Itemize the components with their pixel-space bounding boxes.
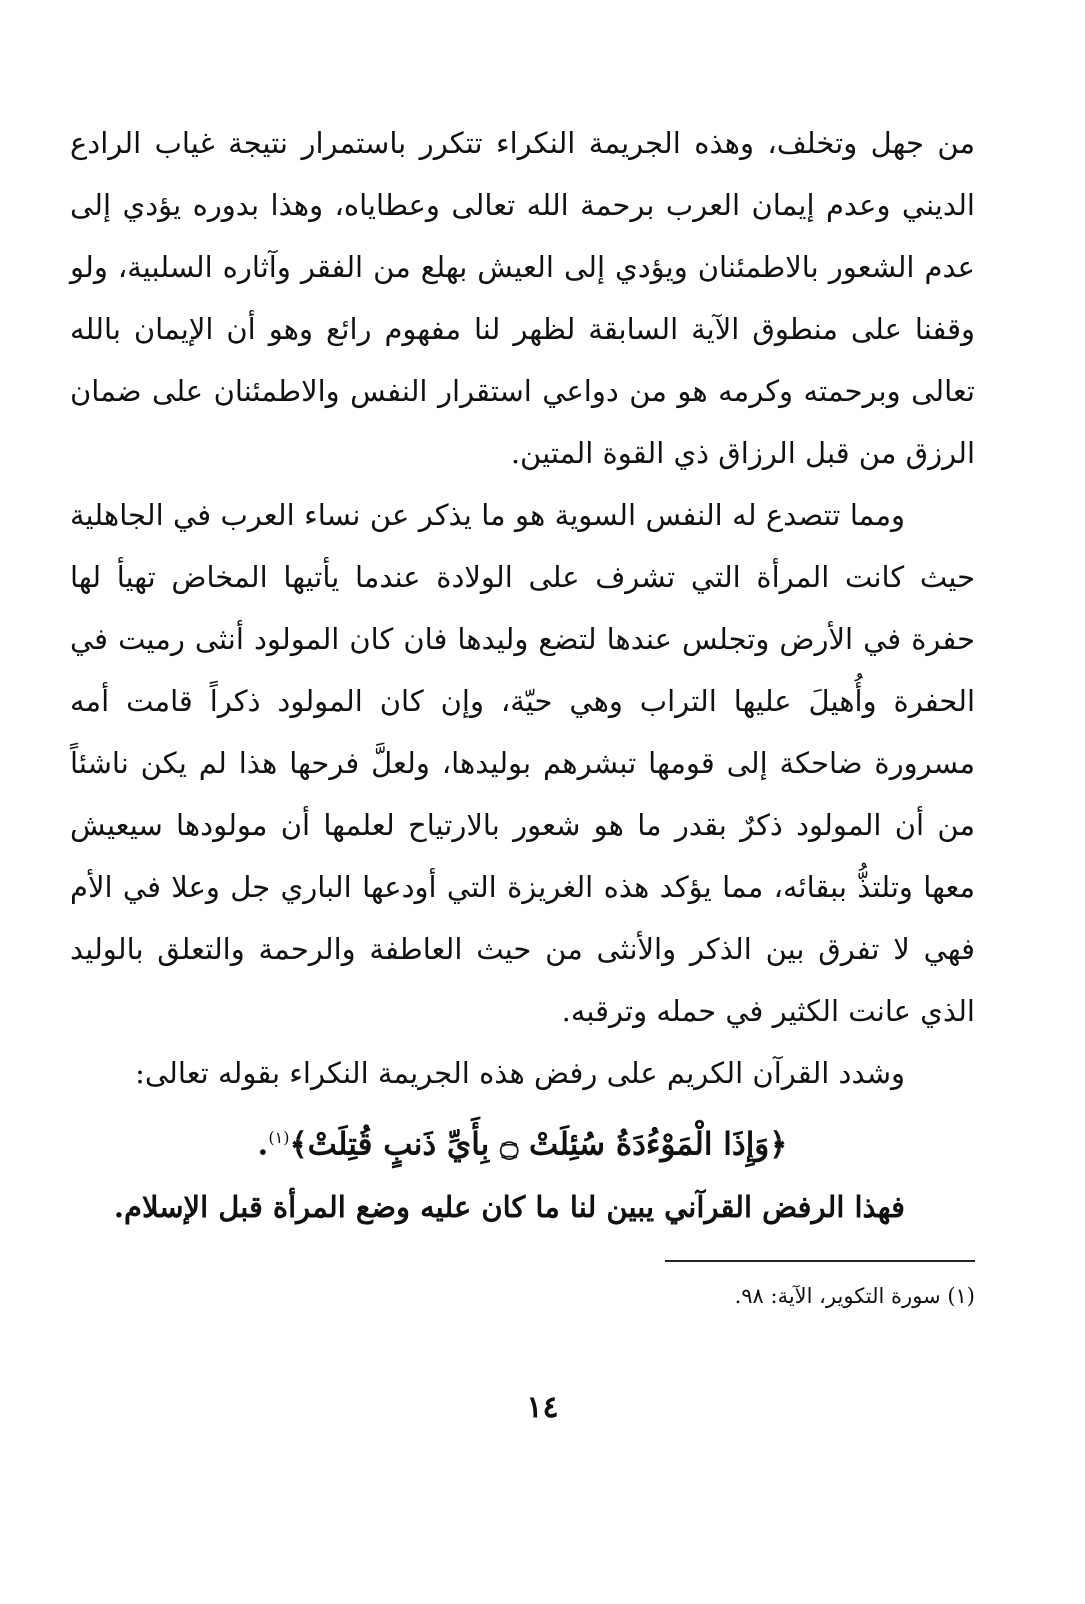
paragraph-2: ومما تتصدع له النفس السوية هو ما يذكر عن نساء العرب في الجاهلية حيث كانت المرأة التي تشرف على الولادة عندما يأتيها المخاض تهيأ لها حفرة في الأرض وتجلس عندها لتضع وليدها فان كان المولود أنثى رميت في الحفرة وأُهيلَ عليها التراب وهي حيّة، وإن كان المولود ذكراً قامت أمه مسرورة ضاحكة إلى قومها تبشرهم بوليدها، ولعلَّ فرحها هذا لم يكن ناشئاً من أن المولود ذكرٌ بقدر ما هو شعور بالارتياح لعلمها أن مولودها سيعيش معها وتلتذُّ ببقائه، مما يؤكد هذه الغريزة التي أودعها الباري جل وعلا في الأم فهي لا تفرق بين الذكر والأنثى من حيث العاطفة والرحمة والتعلق بالوليد الذي عانت الكثير في حمله وترقبه. [70, 498, 976, 1028]
paragraph-1: من جهل وتخلف، وهذه الجريمة النكراء تتكرر باستمرار نتيجة غياب الرادع الديني وعدم إيمان العرب برحمة الله تعالى وعطاياه، وهذا بدوره يؤدي إلى عدم الشعور بالاطمئنان ويؤدي إلى العيش بهلع من الفقر وآثاره السلبية، ولو وقفنا على منطوق الآية السابقة لظهر لنا مفهوم رائع وهو أن الإيمان بالله تعالى وبرحمته وكرمه هو من دواعي استقرار النفس والاطمئنان على ضمان الرزق من قبل الرزاق ذي القوة المتين. [70, 126, 975, 470]
verse-text: ﴿وَإِذَا الْمَوْءُدَةُ سُئِلَتْ ۝ بِأَيِّ ذَنبٍ قُتِلَتْ﴾ [289, 1126, 788, 1163]
footnote-reference: (١) [268, 1128, 290, 1147]
page-number: ١٤ [526, 1390, 559, 1425]
paragraph-3: وشدد القرآن الكريم على رفض هذه الجريمة النكراء بقوله تعالى: [135, 1056, 905, 1090]
closing-sentence: فهذا الرفض القرآني يبين لنا ما كان عليه وضع المرأة قبل الإسلام. [113, 1190, 905, 1225]
quran-verse [70, 1106, 975, 1176]
footnote-divider [665, 1260, 975, 1262]
verse-end: . [257, 1126, 269, 1163]
footnote: (١) سورة التكوير، الآية: ٩٨. [734, 1284, 975, 1309]
page-body [70, 112, 975, 1316]
